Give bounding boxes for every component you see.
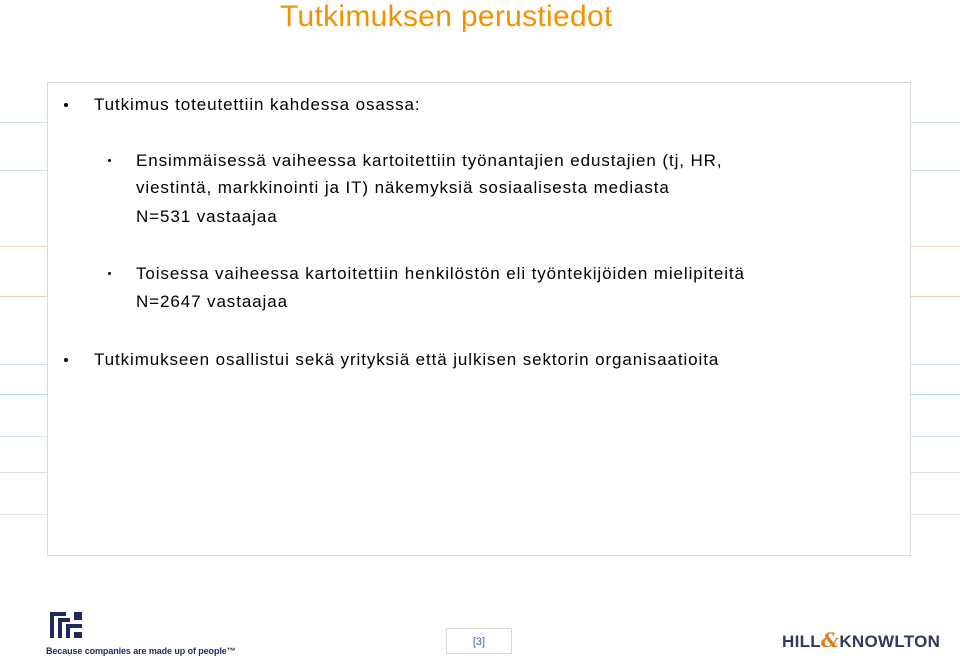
sub-bullet-text: N=531 vastaajaa xyxy=(136,207,278,226)
page-number: [3] xyxy=(446,628,512,654)
bullet-text: Tutkimukseen osallistui sekä yrityksiä että julkisen sektorin organisaatioita xyxy=(94,350,720,369)
company-logo-icon xyxy=(46,608,86,647)
sub-bullet-dot xyxy=(108,272,111,275)
sub-bullet-text: Ensimmäisessä vaiheessa kartoitettiin työnantajien edustajien (tj, HR, xyxy=(136,151,723,170)
brand-logo xyxy=(782,628,940,652)
slide-title: Tutkimuksen perustiedot xyxy=(280,0,613,33)
brand-logo-left: HILL xyxy=(782,632,821,651)
sub-bullet-text: N=2647 vastaajaa xyxy=(136,292,288,311)
bullet-dot xyxy=(64,358,68,362)
bullet-dot xyxy=(64,103,68,107)
sub-bullet-dot xyxy=(108,159,111,162)
bullet-text: Tutkimus toteutettiin kahdessa osassa: xyxy=(94,95,421,114)
sub-bullet-text: viestintä, markkinointi ja IT) näkemyksiä sosiaalisesta mediasta xyxy=(136,178,670,197)
brand-logo-amp: & xyxy=(820,628,840,652)
company-tagline: Because companies are made up of people™ xyxy=(46,646,236,656)
sub-bullet-text: Toisessa vaiheessa kartoitettiin henkilöstön eli työntekijöiden mielipiteitä xyxy=(136,264,745,283)
brand-logo-right: KNOWLTON xyxy=(839,632,941,651)
